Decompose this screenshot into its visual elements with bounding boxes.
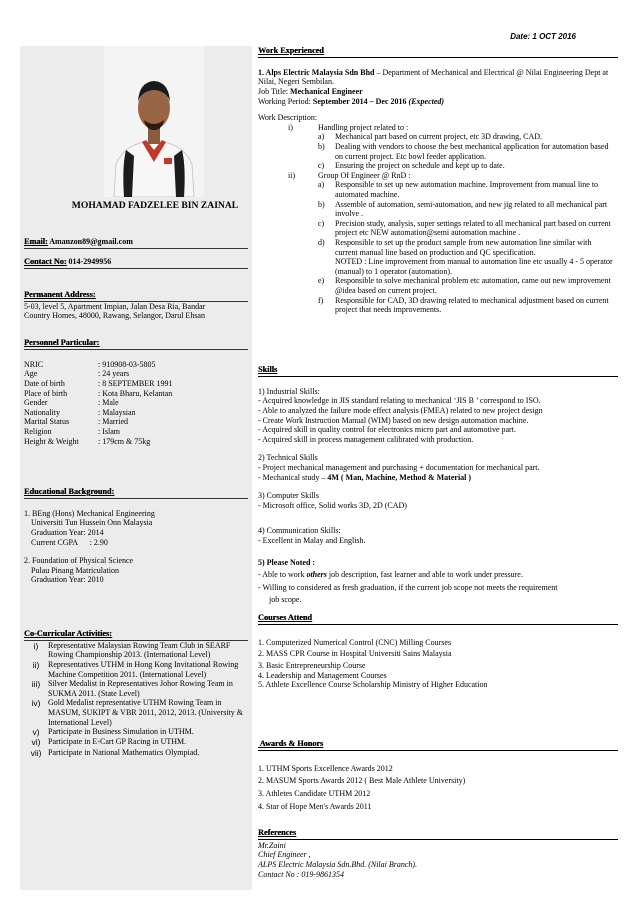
item-number — [318, 257, 335, 276]
field-key: Marital Status — [24, 417, 70, 427]
item-text: Participate in National Mathematics Olympiad. — [48, 747, 200, 757]
skill-line: - Microsoft office, Solid works 3D, 2D (CAD) — [258, 500, 407, 510]
cocurricular-list — [24, 641, 248, 758]
cocurricular-section — [24, 629, 248, 758]
list-item: 4. Star of Hope Men's Awards 2011 — [258, 801, 372, 811]
address-line: 5-03, level 5, Apartment Impian, Jalan Desa Ria, Bandar — [24, 301, 206, 311]
item-text: Participate in Business Simulation in UTHM. — [48, 727, 194, 737]
field-value: : 179cm & 75kg — [98, 436, 151, 446]
address-line: Country Homes, 48000, Rawang, Selangor, Darul Ehsan — [24, 311, 205, 321]
skill-line: - Able to analyzed the failure mode effect analysis (FMEA) related to new project design — [258, 406, 543, 416]
date-label: Date: 1 OCT 2016 — [510, 32, 576, 41]
work-company — [258, 68, 618, 87]
list-item: 1. Computerized Numerical Control (CNC) Milling Courses — [258, 637, 452, 647]
reference-line: Mr.Zaini — [258, 840, 286, 850]
list-item: 2. MASS CPR Course in Hospital Universiti Sains Malaysia — [258, 649, 452, 659]
item-text: Mechanical part based on current project, etc 3D drawing, CAD. — [335, 132, 543, 142]
reference-line: Chief Engineer , — [258, 850, 311, 860]
courses-section — [258, 613, 618, 690]
education-list — [24, 509, 248, 585]
education-section — [24, 487, 248, 585]
list-item — [258, 200, 618, 219]
noted-text-rest: job description, fast learner and able to work under pressure. — [326, 570, 523, 580]
item-text: Ensuring the project on schedule and kept up to date. — [335, 161, 505, 171]
list-item — [258, 219, 618, 238]
education-line: 2. Foundation of Physical Science — [24, 556, 134, 566]
item-number: a) — [318, 132, 325, 142]
work-heading: Work Experienced — [258, 46, 324, 55]
job-title-value: Mechanical Engineer — [288, 87, 363, 97]
awards-heading: Awards & Honors — [258, 739, 324, 748]
company-name: 1. Alps Electric Malaysia Sdn Bhd — [258, 67, 375, 77]
field-key: Nationality — [24, 407, 60, 417]
item-text: Responsible to set up the product sample from new automation line similar with current manual line based on production and QC specification. — [335, 237, 592, 257]
list-item — [258, 171, 618, 181]
field-key: Place of birth — [24, 388, 68, 398]
item-text: Precision study, analysis, super settings related to all mechanical part based on current project etc NEW automation@semi automation machine . — [335, 218, 611, 238]
skill-line — [258, 570, 618, 580]
period-note: (Expected) — [408, 96, 445, 106]
email-label: Email: — [24, 237, 48, 246]
item-number: i) — [33, 640, 39, 651]
item-number: vii) — [30, 747, 42, 758]
field-key: Age — [24, 369, 38, 379]
item-number: b) — [318, 199, 325, 209]
skill-line: - Willing to considered as fresh graduation, if the current job scope not meets the requirement — [258, 582, 558, 592]
item-number: ii) — [32, 660, 40, 671]
education-line: Pulau Pinang Matriculation — [31, 565, 119, 575]
list-item — [258, 276, 618, 295]
period-value: September 2014 – Dec 2016 — [310, 96, 409, 106]
item-text: Participate in E-Cart GP Racing in UTHM. — [48, 737, 187, 747]
list-item — [258, 132, 618, 142]
period-row — [258, 97, 618, 107]
item-text: Representatives UTHM in Hong Kong Invitational Rowing Machine Competition 2011. (International Level) — [48, 660, 239, 679]
awards-section — [258, 739, 618, 811]
item-text: Group Of Engineer @ RnD : — [318, 170, 411, 180]
candidate-name: MOHAMAD FADZELEE BIN ZAINAL — [71, 200, 239, 211]
item-number: ii) — [288, 170, 296, 180]
period-label: Working Period: — [258, 96, 311, 106]
item-text: Responsible to solve mechanical problem etc automation, came out new improvement @idea based on current project. — [335, 276, 611, 295]
list-item — [258, 238, 618, 257]
field-key: Gender — [24, 398, 48, 408]
divider — [24, 268, 248, 269]
item-text: Silver Medalist in Representatives Johor Rowing Team in SUKMA 2011. (State Level) — [48, 679, 233, 698]
job-title-label: Job Title: — [258, 87, 289, 97]
email-row — [24, 237, 248, 249]
list-item — [24, 660, 248, 679]
contact-row — [24, 257, 248, 269]
education-line: Universiti Tun Hussein Onn Malaysia — [31, 518, 153, 528]
list-item — [258, 180, 618, 199]
field-value: : 8 SEPTEMBER 1991 — [98, 379, 173, 389]
field-key: Religion — [24, 427, 52, 436]
skill-line: - Project mechanical management and purchasing + documentation for mechanical part. — [258, 463, 540, 472]
skill-line: - Acquired skill in process management calibrated with production. — [258, 434, 474, 444]
contact-label: Contact No: — [24, 257, 67, 266]
item-text: Handling project related to : — [318, 122, 409, 132]
item-text: NOTED : Line improvement from manual to automation line etc usually 4 - 5 operator (manual) to 1 operator (automation). — [335, 257, 613, 276]
noted-text: - Able to work — [258, 570, 307, 580]
skill-line: - Create Work Instruction Manual (WIM) based on new design automation machine. — [258, 415, 529, 425]
field-key: NRIC — [24, 359, 44, 369]
skills-subheading: 5) Please Noted : — [258, 557, 316, 567]
contact-value: 014-2949956 — [66, 257, 112, 266]
address-heading: Permanent Address: — [24, 290, 96, 299]
skill-line: - Acquired skill in quality control for electronics micro part and automotive part. — [258, 425, 516, 435]
divider — [258, 613, 618, 625]
list-item: 3. Athletes Candidate UTHM 2012 — [258, 789, 371, 799]
list-item — [258, 123, 618, 133]
field-value: : 910908-03-5805 — [98, 359, 156, 369]
divider — [24, 349, 248, 350]
item-text: Dealing with vendors to choose the best mechanical application for automation based on current project. Etc bowl feeder application. — [335, 142, 609, 161]
list-item: 5. Athlete Excellence Course Scholarship Ministry of Higher Education — [258, 680, 488, 690]
reference-line: Contact No : 019-9861354 — [258, 869, 344, 879]
personnel-heading: Personnel Particular: — [24, 338, 100, 347]
field-key: Height & Weight — [24, 436, 79, 446]
mech-study-bold: 4M ( Man, Machine, Method & Material ) — [327, 472, 472, 482]
field-value: : Malaysian — [98, 407, 136, 417]
references-section — [258, 828, 618, 879]
field-value: : Male — [98, 398, 119, 408]
left-column — [20, 46, 252, 890]
personnel-section — [24, 338, 248, 446]
noted-emphasis: others — [306, 570, 327, 580]
field-key: Date of birth — [24, 379, 65, 389]
desc-label: Work Description: — [258, 113, 318, 123]
cocurricular-heading: Co-Curricular Activities: — [24, 629, 112, 638]
item-number: iv) — [31, 698, 41, 709]
skill-line: - Acquired knowledge in JIS standard relating to mechanical ‘JIS B ’ correspond to ISO. — [258, 396, 541, 406]
field-value: : Married — [98, 417, 128, 427]
education-line: Current CGPA : 2.90 — [31, 537, 108, 547]
job-title-row — [258, 87, 618, 97]
email-value: Amanzon89@gmail.com — [47, 237, 133, 246]
mech-study-text: - Mechanical study – — [258, 472, 328, 482]
list-item — [24, 727, 248, 737]
skills-section — [258, 365, 618, 605]
address-section — [24, 290, 248, 321]
education-line: Graduation Year: 2014 — [31, 528, 104, 538]
divider — [258, 365, 618, 377]
item-text: Responsible to set up new automation machine. Improvement from manual line to automated machine. — [335, 180, 599, 199]
item-number: iii) — [31, 679, 41, 690]
company-detail: – Department of Mechanical and Electrical @ Nilai Engineering Dept at Nilai, Negeri Sembilan. — [258, 67, 609, 87]
education-heading: Educational Background: — [24, 487, 115, 496]
divider — [24, 498, 248, 499]
divider — [258, 828, 618, 840]
list-item: 1. UTHM Sports Excellence Awards 2012 — [258, 763, 393, 773]
item-number: d) — [318, 237, 325, 247]
list-item — [258, 142, 618, 161]
divider — [258, 46, 618, 58]
skill-line: - Excellent in Malay and English. — [258, 535, 366, 545]
item-number: v) — [32, 727, 40, 738]
divider — [24, 248, 248, 249]
divider — [258, 739, 618, 751]
work-section — [258, 46, 618, 315]
list-item — [24, 698, 248, 727]
skills-subheading: 4) Communication Skills: — [258, 526, 341, 536]
list-item — [24, 679, 248, 698]
item-number: b) — [318, 142, 325, 151]
list-item: 2. MASUM Sports Awards 2012 ( Best Male Athlete University) — [258, 776, 466, 786]
skill-line — [258, 473, 618, 483]
education-line: 1. BEng (Hons) Mechanical Engineering — [24, 508, 155, 518]
item-number: e) — [318, 276, 325, 286]
list-item — [24, 641, 248, 660]
list-item — [24, 737, 248, 747]
courses-heading: Courses Attend — [258, 613, 312, 622]
item-number: vi) — [31, 737, 41, 748]
references-heading: References — [258, 828, 297, 837]
skills-heading: Skills — [258, 365, 278, 374]
list-item — [24, 748, 248, 758]
personnel-table — [24, 360, 248, 446]
item-number: c) — [318, 218, 325, 228]
item-text: Representative Malaysian Rowing Team Club in SEARF Rowing Championship 2013. (International Level) — [48, 640, 231, 660]
item-text: Responsible for CAD, 3D drawing related to mechanical adjustment based on current project that needs improvements. — [335, 295, 609, 315]
item-number: c) — [318, 161, 325, 171]
profile-photo — [104, 46, 204, 197]
skills-subheading: 3) Computer Skills — [258, 491, 319, 501]
field-value: : Islam — [98, 427, 120, 436]
skills-subheading: 2) Technical Skills — [258, 453, 318, 463]
list-item — [258, 161, 618, 171]
field-value: : 24 years — [98, 369, 130, 379]
list-item: 3. Basic Entrepreneurship Course — [258, 661, 366, 671]
education-line: Graduation Year: 2010 — [31, 575, 104, 585]
item-number: f) — [318, 295, 324, 305]
skill-line: job scope. — [269, 595, 302, 605]
item-text: Gold Medalist representative UTHM Rowing Team in MASUM, SUKIPT & VBR 2011, 2012, 2013. (University & International Level) — [48, 698, 243, 727]
reference-line: ALPS Electric Malaysia Sdn.Bhd. (Nilai Branch). — [258, 860, 418, 870]
item-number: a) — [318, 180, 325, 190]
item-number: i) — [288, 122, 293, 132]
skills-subheading: 1) Industrial Skills: — [258, 386, 320, 396]
item-text: Assemble of automation, semi-automation, and new jig related to all mechanical part involve . — [335, 199, 608, 219]
list-item — [258, 257, 618, 276]
list-item — [258, 296, 618, 315]
field-value: : Kota Bharu, Kelantan — [98, 388, 173, 398]
list-item: 4. Leadership and Management Courses — [258, 670, 387, 680]
